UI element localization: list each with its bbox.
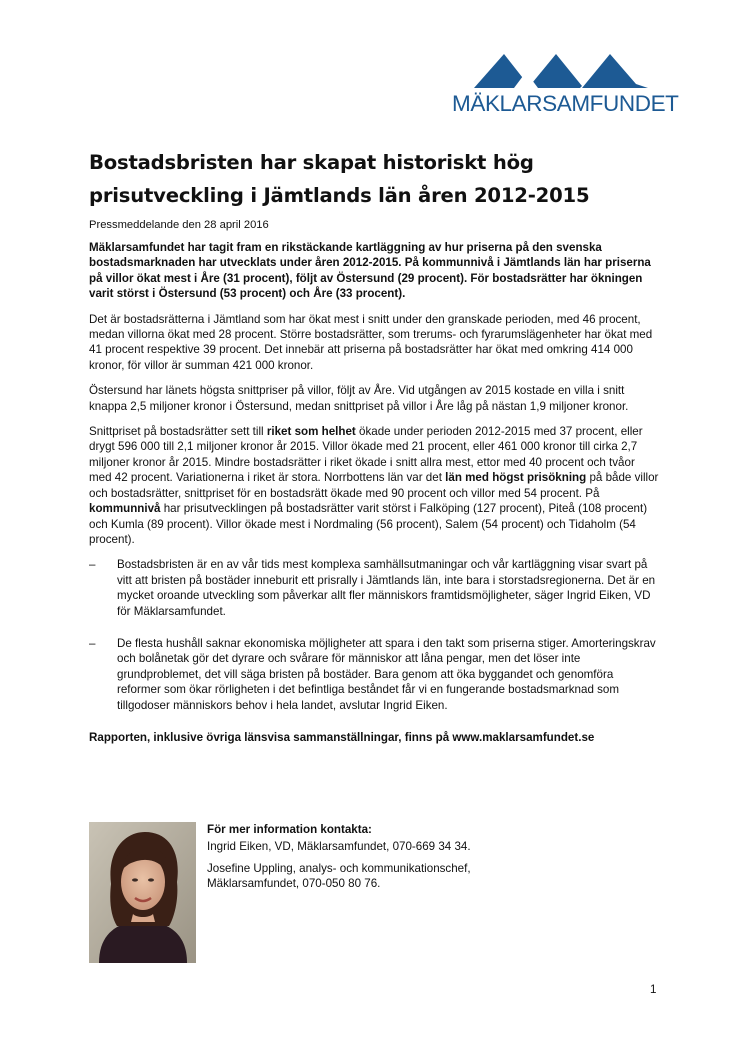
contact-heading: För mer information kontakta: xyxy=(207,823,372,836)
press-release-date: Pressmeddelande den 28 april 2016 xyxy=(89,219,269,231)
page-title: Bostadsbristen har skapat historiskt hög prisutveckling i Jämtlands län åren 2012-2015 xyxy=(89,151,590,207)
article-body xyxy=(89,240,659,755)
quote-item xyxy=(89,636,659,713)
p3-bold-lan: län med högst prisökning xyxy=(445,471,587,485)
portrait-image xyxy=(89,822,196,963)
contact-person-1: Ingrid Eiken, VD, Mäklarsamfundet, 070-669 34 34. xyxy=(207,840,471,854)
contact-person-2-line-1: Josefine Uppling, analys- och kommunikationschef, xyxy=(207,861,471,875)
quote-text: De flesta hushåll saknar ekonomiska möjligheter att spara i den takt som priserna stiger. Amorteringskrav och bolånetak gör det dyrare och svårare för människor att låna pengar, men det löser inte grundproblemet, det vill säga bristen på bostäder. Bara genom att öka byggandet och genomföra reformer som ökar rörligheten i det befintliga beståndet får vi en fungerande bostadsmarknad som tillgodoser människors behov i hela landet, avslutar Ingrid Eiken. xyxy=(117,636,656,712)
portrait-photo xyxy=(89,822,196,963)
p3-bold-kommun: kommunnivå xyxy=(89,502,161,516)
maklarsamfundet-logo xyxy=(452,50,679,122)
paragraph-2: Östersund har länets högsta snittpriser på villor, följt av Åre. Vid utgången av 2015 kostade en villa i snitt knappa 2,5 miljoner kronor i Östersund, medan snittpriset på villor i Åre låg på nästan 1,9 miljoner kronor. xyxy=(89,384,629,413)
p3-bold-riket: riket som helhet xyxy=(266,425,356,439)
dash-bullet: – xyxy=(89,558,96,572)
triple-peak-icon xyxy=(452,50,662,90)
paragraph-3 xyxy=(89,424,659,547)
quote-list xyxy=(89,557,659,713)
p3-part-d: på både villor och bostadsrätter, snittpriset för en bostadsrätt ökade med 90 procent och villor med 54 procent. På xyxy=(89,471,659,500)
contact-person-2 xyxy=(207,861,607,892)
report-link-line: Rapporten, inklusive övriga länsvisa sammanställningar, finns på www.maklarsamfundet.se xyxy=(89,730,595,744)
quote-text: Bostadsbristen är en av vår tids mest komplexa samhällsutmaningar och vår kartläggning visar svart på vitt att bristen på bostäder inneburit ett prisrally i Jämtlands län, inte bara i storstadsregionerna. Det är en mycket oroande utveckling som påverkar allt fler människors framtidsmöjligheter, säger Ingrid Eiken, VD för Mäklarsamfundet. xyxy=(117,558,656,618)
p3-part-c: ökade under perioden 2012-2015 med 37 procent, eller drygt 596 000 till 2,1 miljoner kronor år 2015. Villor ökade med 21 procent, eller 461 000 kronor till cirka 2,7 miljoner kronor år 2015. Mindre bostadsrätter i riket ökade i snitt allra mest, ettor med 40 procent och tvåor med 42 procent. Variationerna i riket är stora. Norrbottens län var det xyxy=(89,425,643,485)
dash-bullet: – xyxy=(89,636,96,650)
quote-item xyxy=(89,557,659,619)
lead-paragraph: Mäklarsamfundet har tagit fram en rikstäckande kartläggning av hur priserna på den svenska bostadsmarknaden har utvecklats under åren 2012-2015. På kommunnivå i Jämtlands län har priserna på villor ökat mest i Åre (31 procent), följt av Östersund (29 procent). För bostadsrätter har ökningen varit störst i Östersund (53 procent) och Åre (33 procent). xyxy=(89,241,651,301)
p3-part-e: har prisutvecklingen på bostadsrätter varit störst i Falköping (127 procent), Piteå (108 procent) och Kumla (89 procent). Villor ökade mest i Nordmaling (56 procent), Salem (54 procent) och Tidaholm (54 procent). xyxy=(89,502,648,546)
contact-block xyxy=(207,822,607,898)
page-number: 1 xyxy=(650,983,657,996)
paragraph-1: Det är bostadsrätterna i Jämtland som har ökat mest i snitt under den granskade perioden, med 46 procent, medan villorna ökat med 28 procent. Större bostadsrätter, som trerums- och fyrarumslägenheter har ökat med 41 procent respektive 39 procent. Det innebär att priserna på bostadsrätter har ökat med omkring 414 000 kronor, för villor är summan 421 000 kronor. xyxy=(89,312,653,372)
contact-person-2-line-2: Mäklarsamfundet, 070-050 80 76. xyxy=(207,877,381,891)
logo-wordmark: MÄKLARSAMFUNDET xyxy=(452,91,679,116)
p3-part-a: Snittpriset på bostadsrätter sett till xyxy=(89,425,267,439)
